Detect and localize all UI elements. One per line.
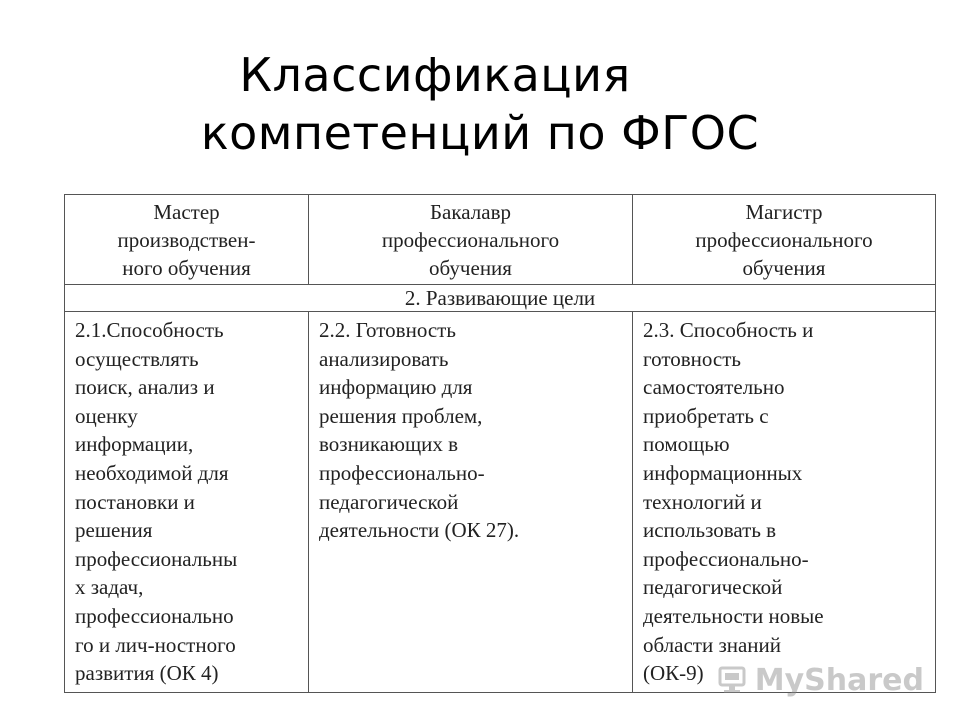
cell-line: педагогической (319, 489, 459, 514)
cell-line: го и лич-ностного (75, 632, 236, 657)
cell-line: профессионально (75, 603, 234, 628)
section-title: 2. Развивающие цели (65, 285, 936, 312)
cell-line: необходимой для (75, 460, 229, 485)
cell-line: поиск, анализ и (75, 375, 215, 400)
cell-line: готовность (643, 346, 741, 371)
slide-title (0, 46, 960, 162)
cell-line: информацию для (319, 375, 473, 400)
cell-line: использовать в (643, 518, 777, 543)
cell-line: помощью (643, 432, 730, 457)
header-line: Мастер (153, 200, 220, 224)
cell-line: решения (75, 518, 153, 543)
cell-line: 2.2. Готовность (319, 318, 456, 342)
header-line: профессионального (381, 228, 560, 252)
cell-line: возникающих в (319, 432, 459, 457)
cell-line: технологий и (643, 489, 762, 514)
header-cell-bachelor (309, 195, 633, 285)
cell-line: информационных (643, 460, 803, 485)
cell-line: профессиональны (75, 546, 238, 571)
cell-line: постановки и (75, 489, 195, 514)
cell-line: (ОК-9) (643, 661, 704, 686)
header-row (65, 195, 936, 285)
header-line: профессионального (695, 228, 873, 252)
header-line: ного обучения (122, 256, 251, 280)
cell-master-competency (65, 312, 309, 693)
cell-line: самостоятельно (643, 375, 785, 400)
header-cell-master-degree (633, 195, 936, 285)
header-cell-master (65, 195, 309, 285)
header-line: Бакалавр (430, 200, 511, 224)
cell-line: педагогической (643, 575, 783, 600)
cell-master-degree-competency (633, 312, 936, 693)
cell-line: х задач, (75, 575, 144, 600)
cell-line: деятельности (ОК 27). (319, 518, 520, 543)
cell-line: информации, (75, 432, 194, 457)
slide-title-line-1: Классификация (239, 48, 631, 102)
cell-line: профессионально- (643, 546, 809, 571)
cell-line: деятельности новые (643, 603, 824, 628)
watermark-text: MyShared (754, 663, 924, 698)
cell-line: осуществлять (75, 346, 199, 371)
cell-bachelor-competency (309, 312, 633, 693)
watermark (717, 663, 924, 698)
cell-line: 2.1.Способность (75, 318, 224, 342)
cell-line: профессионально- (319, 460, 485, 485)
header-line: Магистр (745, 200, 823, 224)
cell-line: оценку (75, 403, 138, 428)
header-line: обучения (429, 256, 512, 280)
section-row (65, 285, 936, 312)
cell-line: приобретать с (643, 403, 769, 428)
cell-line: области знаний (643, 632, 782, 657)
competency-table (64, 194, 936, 693)
monitor-logo-icon (717, 664, 751, 698)
cell-line: анализировать (319, 346, 449, 371)
header-line: обучения (742, 256, 826, 280)
content-row (65, 312, 936, 693)
cell-line: развития (ОК 4) (75, 661, 219, 686)
header-line: производствен- (117, 228, 256, 252)
slide-title-line-2: компетенций по ФГОС (200, 106, 760, 160)
cell-line: решения проблем, (319, 403, 483, 428)
cell-line: 2.3. Способность и (643, 318, 814, 342)
